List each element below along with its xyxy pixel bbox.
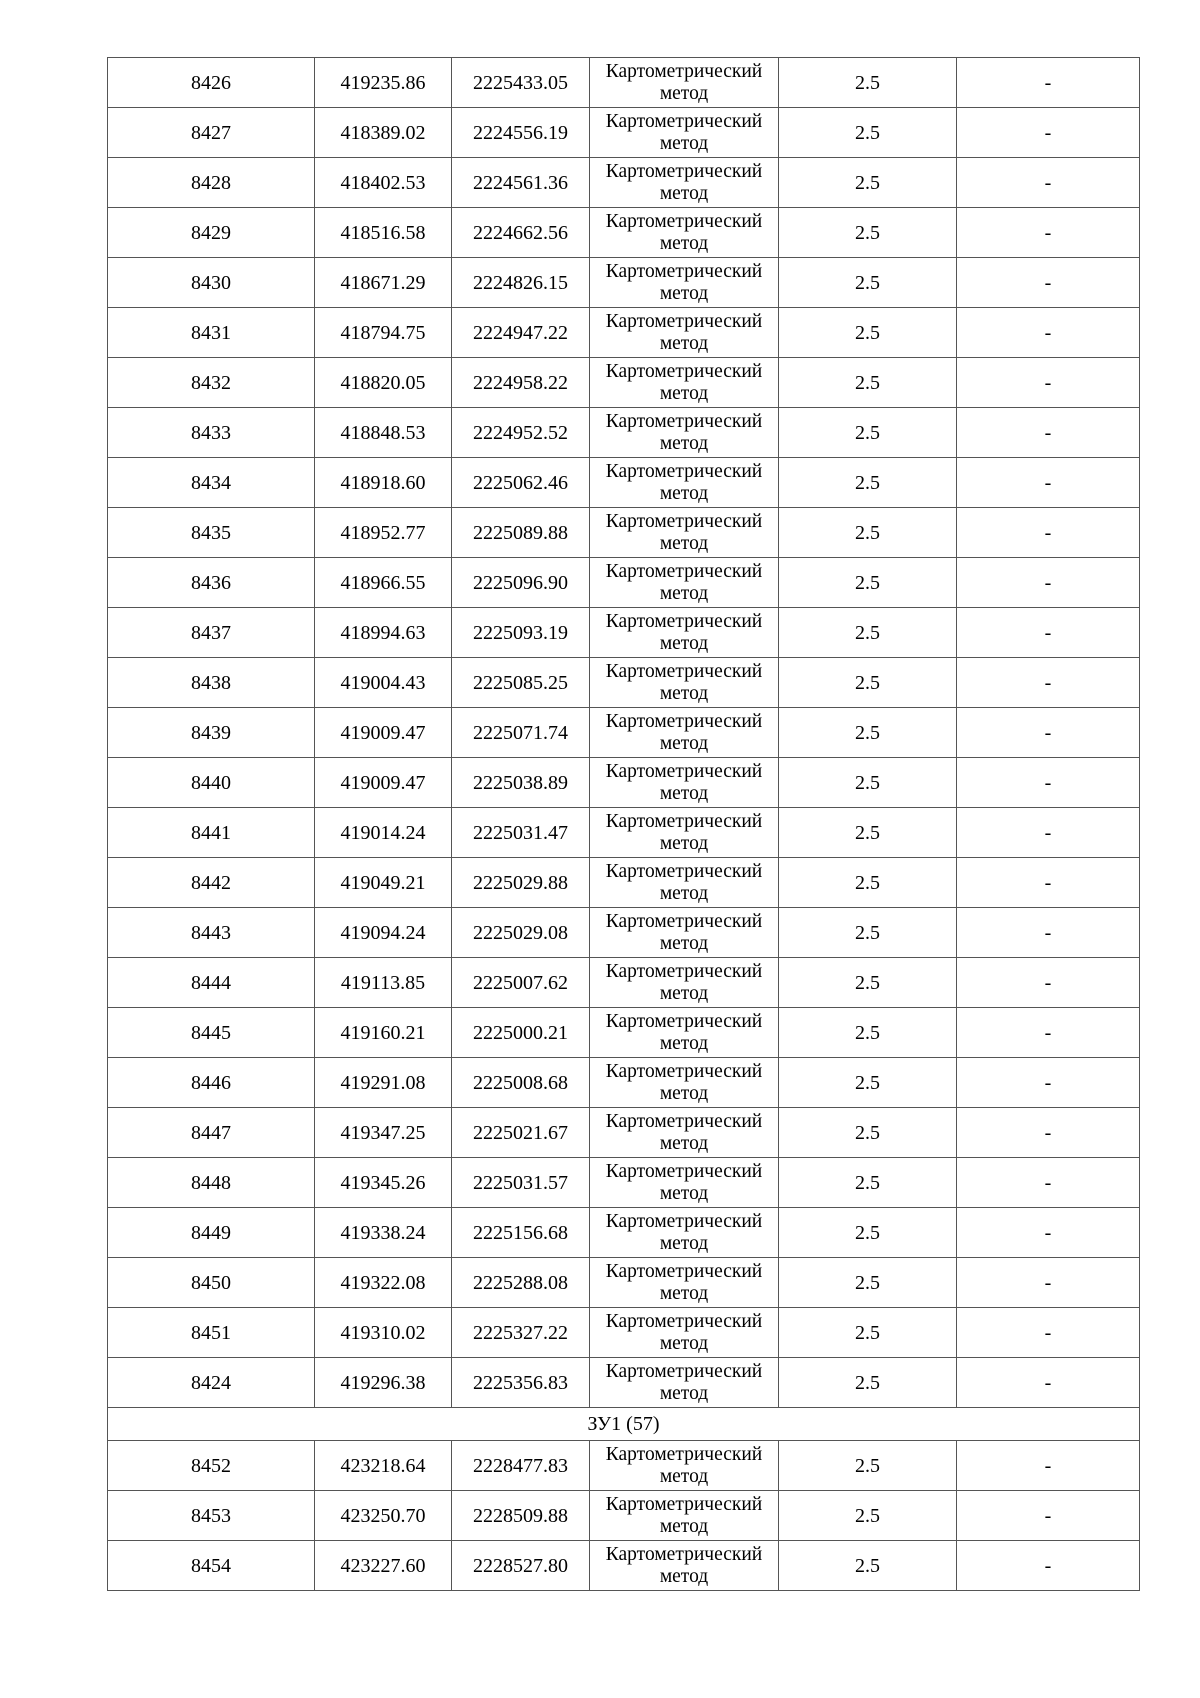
description-cell: - xyxy=(957,1308,1140,1358)
table-row xyxy=(108,1058,1140,1108)
method-line-1: Картометрический xyxy=(605,410,763,432)
accuracy-cell: 2.5 xyxy=(779,658,957,708)
table-row xyxy=(108,58,1140,108)
x-coordinate-cell: 418952.77 xyxy=(315,508,452,558)
method-cell xyxy=(590,658,779,708)
y-coordinate-cell: 2225089.88 xyxy=(452,508,590,558)
description-cell: - xyxy=(957,808,1140,858)
description-cell: - xyxy=(957,1058,1140,1108)
table-row xyxy=(108,1308,1140,1358)
description-cell: - xyxy=(957,1491,1140,1541)
accuracy-cell: 2.5 xyxy=(779,308,957,358)
x-coordinate-cell: 419322.08 xyxy=(315,1258,452,1308)
method-cell xyxy=(590,1491,779,1541)
section-header-label: ЗУ1 (57) xyxy=(108,1408,1140,1441)
method-cell xyxy=(590,58,779,108)
description-cell: - xyxy=(957,1441,1140,1491)
section-header-row xyxy=(108,1408,1140,1441)
accuracy-cell: 2.5 xyxy=(779,508,957,558)
table-row xyxy=(108,358,1140,408)
table-row xyxy=(108,458,1140,508)
method-cell xyxy=(590,408,779,458)
method-line-2: метод xyxy=(659,682,709,704)
table-row xyxy=(108,508,1140,558)
y-coordinate-cell: 2224952.52 xyxy=(452,408,590,458)
table-row xyxy=(108,1441,1140,1491)
method-line-1: Картометрический xyxy=(605,660,763,682)
table-row xyxy=(108,158,1140,208)
accuracy-cell: 2.5 xyxy=(779,1008,957,1058)
table-row xyxy=(108,208,1140,258)
method-line-1: Картометрический xyxy=(605,760,763,782)
description-cell: - xyxy=(957,958,1140,1008)
description-cell: - xyxy=(957,758,1140,808)
y-coordinate-cell: 2224561.36 xyxy=(452,158,590,208)
method-line-1: Картометрический xyxy=(605,60,763,82)
table-row xyxy=(108,608,1140,658)
y-coordinate-cell: 2225000.21 xyxy=(452,1008,590,1058)
point-number-cell: 8449 xyxy=(108,1208,315,1258)
method-cell xyxy=(590,808,779,858)
method-line-1: Картометрический xyxy=(605,560,763,582)
y-coordinate-cell: 2224556.19 xyxy=(452,108,590,158)
point-number-cell: 8432 xyxy=(108,358,315,408)
method-line-2: метод xyxy=(659,732,709,754)
table-row xyxy=(108,108,1140,158)
method-line-2: метод xyxy=(659,632,709,654)
y-coordinate-cell: 2225096.90 xyxy=(452,558,590,608)
accuracy-cell: 2.5 xyxy=(779,408,957,458)
method-cell xyxy=(590,958,779,1008)
table-row xyxy=(108,1541,1140,1591)
method-line-2: метод xyxy=(659,1565,709,1587)
description-cell: - xyxy=(957,858,1140,908)
y-coordinate-cell: 2224662.56 xyxy=(452,208,590,258)
x-coordinate-cell: 419291.08 xyxy=(315,1058,452,1108)
point-number-cell: 8434 xyxy=(108,458,315,508)
accuracy-cell: 2.5 xyxy=(779,258,957,308)
method-line-1: Картометрический xyxy=(605,1060,763,1082)
point-number-cell: 8451 xyxy=(108,1308,315,1358)
y-coordinate-cell: 2228527.80 xyxy=(452,1541,590,1591)
method-cell xyxy=(590,908,779,958)
method-cell xyxy=(590,858,779,908)
method-line-2: метод xyxy=(659,782,709,804)
y-coordinate-cell: 2225433.05 xyxy=(452,58,590,108)
method-line-1: Картометрический xyxy=(605,1260,763,1282)
method-line-1: Картометрический xyxy=(605,1310,763,1332)
method-line-1: Картометрический xyxy=(605,1493,763,1515)
description-cell: - xyxy=(957,258,1140,308)
description-cell: - xyxy=(957,1108,1140,1158)
point-number-cell: 8450 xyxy=(108,1258,315,1308)
x-coordinate-cell: 418966.55 xyxy=(315,558,452,608)
point-number-cell: 8428 xyxy=(108,158,315,208)
method-line-1: Картометрический xyxy=(605,910,763,932)
accuracy-cell: 2.5 xyxy=(779,708,957,758)
method-line-2: метод xyxy=(659,982,709,1004)
method-line-2: метод xyxy=(659,1182,709,1204)
x-coordinate-cell: 418794.75 xyxy=(315,308,452,358)
method-line-2: метод xyxy=(659,582,709,604)
x-coordinate-cell: 419009.47 xyxy=(315,758,452,808)
method-cell xyxy=(590,1008,779,1058)
method-cell xyxy=(590,1058,779,1108)
method-cell xyxy=(590,1108,779,1158)
table-row xyxy=(108,1008,1140,1058)
point-number-cell: 8436 xyxy=(108,558,315,608)
x-coordinate-cell: 423227.60 xyxy=(315,1541,452,1591)
y-coordinate-cell: 2225156.68 xyxy=(452,1208,590,1258)
accuracy-cell: 2.5 xyxy=(779,1491,957,1541)
x-coordinate-cell: 423218.64 xyxy=(315,1441,452,1491)
point-number-cell: 8454 xyxy=(108,1541,315,1591)
point-number-cell: 8445 xyxy=(108,1008,315,1058)
method-cell xyxy=(590,558,779,608)
method-line-1: Картометрический xyxy=(605,1360,763,1382)
accuracy-cell: 2.5 xyxy=(779,608,957,658)
description-cell: - xyxy=(957,158,1140,208)
y-coordinate-cell: 2225008.68 xyxy=(452,1058,590,1108)
y-coordinate-cell: 2224826.15 xyxy=(452,258,590,308)
y-coordinate-cell: 2225029.88 xyxy=(452,858,590,908)
coordinates-table-body xyxy=(108,58,1140,1591)
description-cell: - xyxy=(957,358,1140,408)
method-line-1: Картометрический xyxy=(605,710,763,732)
method-line-1: Картометрический xyxy=(605,1160,763,1182)
method-line-1: Картометрический xyxy=(605,110,763,132)
point-number-cell: 8447 xyxy=(108,1108,315,1158)
table-row xyxy=(108,858,1140,908)
accuracy-cell: 2.5 xyxy=(779,558,957,608)
method-line-2: метод xyxy=(659,1382,709,1404)
y-coordinate-cell: 2225007.62 xyxy=(452,958,590,1008)
description-cell: - xyxy=(957,408,1140,458)
point-number-cell: 8438 xyxy=(108,658,315,708)
x-coordinate-cell: 419310.02 xyxy=(315,1308,452,1358)
x-coordinate-cell: 423250.70 xyxy=(315,1491,452,1541)
description-cell: - xyxy=(957,508,1140,558)
description-cell: - xyxy=(957,558,1140,608)
description-cell: - xyxy=(957,208,1140,258)
method-line-2: метод xyxy=(659,1032,709,1054)
method-line-1: Картометрический xyxy=(605,860,763,882)
accuracy-cell: 2.5 xyxy=(779,1258,957,1308)
method-line-2: метод xyxy=(659,1515,709,1537)
method-line-2: метод xyxy=(659,1465,709,1487)
method-cell xyxy=(590,758,779,808)
accuracy-cell: 2.5 xyxy=(779,1208,957,1258)
y-coordinate-cell: 2228509.88 xyxy=(452,1491,590,1541)
method-line-1: Картометрический xyxy=(605,510,763,532)
description-cell: - xyxy=(957,708,1140,758)
description-cell: - xyxy=(957,458,1140,508)
method-cell xyxy=(590,708,779,758)
y-coordinate-cell: 2225062.46 xyxy=(452,458,590,508)
method-line-2: метод xyxy=(659,832,709,854)
method-cell xyxy=(590,1541,779,1591)
x-coordinate-cell: 419235.86 xyxy=(315,58,452,108)
x-coordinate-cell: 419113.85 xyxy=(315,958,452,1008)
accuracy-cell: 2.5 xyxy=(779,208,957,258)
method-cell xyxy=(590,508,779,558)
point-number-cell: 8427 xyxy=(108,108,315,158)
accuracy-cell: 2.5 xyxy=(779,358,957,408)
method-cell xyxy=(590,358,779,408)
x-coordinate-cell: 419338.24 xyxy=(315,1208,452,1258)
description-cell: - xyxy=(957,1158,1140,1208)
point-number-cell: 8426 xyxy=(108,58,315,108)
description-cell: - xyxy=(957,1358,1140,1408)
point-number-cell: 8435 xyxy=(108,508,315,558)
accuracy-cell: 2.5 xyxy=(779,758,957,808)
description-cell: - xyxy=(957,1541,1140,1591)
y-coordinate-cell: 2225356.83 xyxy=(452,1358,590,1408)
y-coordinate-cell: 2225029.08 xyxy=(452,908,590,958)
point-number-cell: 8448 xyxy=(108,1158,315,1208)
point-number-cell: 8430 xyxy=(108,258,315,308)
x-coordinate-cell: 418994.63 xyxy=(315,608,452,658)
method-line-1: Картометрический xyxy=(605,160,763,182)
method-cell xyxy=(590,1258,779,1308)
method-cell xyxy=(590,1441,779,1491)
method-line-1: Картометрический xyxy=(605,210,763,232)
x-coordinate-cell: 418671.29 xyxy=(315,258,452,308)
description-cell: - xyxy=(957,1208,1140,1258)
method-line-1: Картометрический xyxy=(605,1010,763,1032)
table-row xyxy=(108,1491,1140,1541)
point-number-cell: 8431 xyxy=(108,308,315,358)
method-line-2: метод xyxy=(659,182,709,204)
point-number-cell: 8443 xyxy=(108,908,315,958)
y-coordinate-cell: 2225071.74 xyxy=(452,708,590,758)
y-coordinate-cell: 2224958.22 xyxy=(452,358,590,408)
accuracy-cell: 2.5 xyxy=(779,858,957,908)
method-cell xyxy=(590,308,779,358)
method-line-2: метод xyxy=(659,882,709,904)
x-coordinate-cell: 418402.53 xyxy=(315,158,452,208)
accuracy-cell: 2.5 xyxy=(779,158,957,208)
method-line-1: Картометрический xyxy=(605,1110,763,1132)
accuracy-cell: 2.5 xyxy=(779,808,957,858)
method-line-2: метод xyxy=(659,1282,709,1304)
x-coordinate-cell: 418516.58 xyxy=(315,208,452,258)
x-coordinate-cell: 418389.02 xyxy=(315,108,452,158)
method-line-2: метод xyxy=(659,1332,709,1354)
table-row xyxy=(108,808,1140,858)
description-cell: - xyxy=(957,1008,1140,1058)
accuracy-cell: 2.5 xyxy=(779,58,957,108)
description-cell: - xyxy=(957,908,1140,958)
x-coordinate-cell: 419345.26 xyxy=(315,1158,452,1208)
method-line-2: метод xyxy=(659,332,709,354)
method-line-2: метод xyxy=(659,382,709,404)
method-cell xyxy=(590,1308,779,1358)
method-line-1: Картометрический xyxy=(605,810,763,832)
method-line-1: Картометрический xyxy=(605,960,763,982)
y-coordinate-cell: 2225093.19 xyxy=(452,608,590,658)
y-coordinate-cell: 2225038.89 xyxy=(452,758,590,808)
description-cell: - xyxy=(957,108,1140,158)
method-cell xyxy=(590,608,779,658)
method-cell xyxy=(590,208,779,258)
x-coordinate-cell: 419014.24 xyxy=(315,808,452,858)
x-coordinate-cell: 418918.60 xyxy=(315,458,452,508)
method-line-2: метод xyxy=(659,132,709,154)
accuracy-cell: 2.5 xyxy=(779,1108,957,1158)
description-cell: - xyxy=(957,608,1140,658)
table-row xyxy=(108,1208,1140,1258)
table-row xyxy=(108,958,1140,1008)
method-line-2: метод xyxy=(659,482,709,504)
description-cell: - xyxy=(957,308,1140,358)
method-line-2: метод xyxy=(659,232,709,254)
table-row xyxy=(108,558,1140,608)
point-number-cell: 8437 xyxy=(108,608,315,658)
x-coordinate-cell: 419347.25 xyxy=(315,1108,452,1158)
method-line-2: метод xyxy=(659,1132,709,1154)
table-row xyxy=(108,1358,1140,1408)
table-row xyxy=(108,1158,1140,1208)
table-row xyxy=(108,308,1140,358)
x-coordinate-cell: 419009.47 xyxy=(315,708,452,758)
point-number-cell: 8452 xyxy=(108,1441,315,1491)
accuracy-cell: 2.5 xyxy=(779,1308,957,1358)
method-line-2: метод xyxy=(659,82,709,104)
method-line-1: Картометрический xyxy=(605,460,763,482)
accuracy-cell: 2.5 xyxy=(779,108,957,158)
y-coordinate-cell: 2224947.22 xyxy=(452,308,590,358)
accuracy-cell: 2.5 xyxy=(779,1541,957,1591)
method-line-1: Картометрический xyxy=(605,360,763,382)
method-cell xyxy=(590,258,779,308)
y-coordinate-cell: 2225327.22 xyxy=(452,1308,590,1358)
method-line-2: метод xyxy=(659,1232,709,1254)
method-line-2: метод xyxy=(659,282,709,304)
accuracy-cell: 2.5 xyxy=(779,458,957,508)
description-cell: - xyxy=(957,658,1140,708)
method-line-2: метод xyxy=(659,1082,709,1104)
method-line-1: Картометрический xyxy=(605,260,763,282)
x-coordinate-cell: 419004.43 xyxy=(315,658,452,708)
table-row xyxy=(108,1108,1140,1158)
point-number-cell: 8439 xyxy=(108,708,315,758)
y-coordinate-cell: 2225085.25 xyxy=(452,658,590,708)
description-cell: - xyxy=(957,58,1140,108)
accuracy-cell: 2.5 xyxy=(779,1358,957,1408)
method-line-1: Картометрический xyxy=(605,610,763,632)
method-line-2: метод xyxy=(659,432,709,454)
method-line-1: Картометрический xyxy=(605,1210,763,1232)
y-coordinate-cell: 2228477.83 xyxy=(452,1441,590,1491)
point-number-cell: 8453 xyxy=(108,1491,315,1541)
method-cell xyxy=(590,1208,779,1258)
table-row xyxy=(108,908,1140,958)
method-line-1: Картометрический xyxy=(605,310,763,332)
x-coordinate-cell: 418848.53 xyxy=(315,408,452,458)
table-row xyxy=(108,258,1140,308)
method-cell xyxy=(590,158,779,208)
method-cell xyxy=(590,1358,779,1408)
table-row xyxy=(108,708,1140,758)
x-coordinate-cell: 419296.38 xyxy=(315,1358,452,1408)
point-number-cell: 8442 xyxy=(108,858,315,908)
accuracy-cell: 2.5 xyxy=(779,1441,957,1491)
point-number-cell: 8446 xyxy=(108,1058,315,1108)
point-number-cell: 8429 xyxy=(108,208,315,258)
point-number-cell: 8441 xyxy=(108,808,315,858)
x-coordinate-cell: 418820.05 xyxy=(315,358,452,408)
table-row xyxy=(108,658,1140,708)
x-coordinate-cell: 419094.24 xyxy=(315,908,452,958)
point-number-cell: 8440 xyxy=(108,758,315,808)
method-line-1: Картометрический xyxy=(605,1443,763,1465)
method-cell xyxy=(590,458,779,508)
table-row xyxy=(108,408,1140,458)
accuracy-cell: 2.5 xyxy=(779,958,957,1008)
y-coordinate-cell: 2225031.47 xyxy=(452,808,590,858)
x-coordinate-cell: 419160.21 xyxy=(315,1008,452,1058)
coordinates-table xyxy=(107,57,1140,1591)
x-coordinate-cell: 419049.21 xyxy=(315,858,452,908)
accuracy-cell: 2.5 xyxy=(779,1158,957,1208)
point-number-cell: 8424 xyxy=(108,1358,315,1408)
table-row xyxy=(108,758,1140,808)
method-line-1: Картометрический xyxy=(605,1543,763,1565)
accuracy-cell: 2.5 xyxy=(779,908,957,958)
table-row xyxy=(108,1258,1140,1308)
method-line-2: метод xyxy=(659,932,709,954)
y-coordinate-cell: 2225021.67 xyxy=(452,1108,590,1158)
y-coordinate-cell: 2225031.57 xyxy=(452,1158,590,1208)
method-cell xyxy=(590,1158,779,1208)
point-number-cell: 8433 xyxy=(108,408,315,458)
accuracy-cell: 2.5 xyxy=(779,1058,957,1108)
method-cell xyxy=(590,108,779,158)
point-number-cell: 8444 xyxy=(108,958,315,1008)
y-coordinate-cell: 2225288.08 xyxy=(452,1258,590,1308)
description-cell: - xyxy=(957,1258,1140,1308)
method-line-2: метод xyxy=(659,532,709,554)
